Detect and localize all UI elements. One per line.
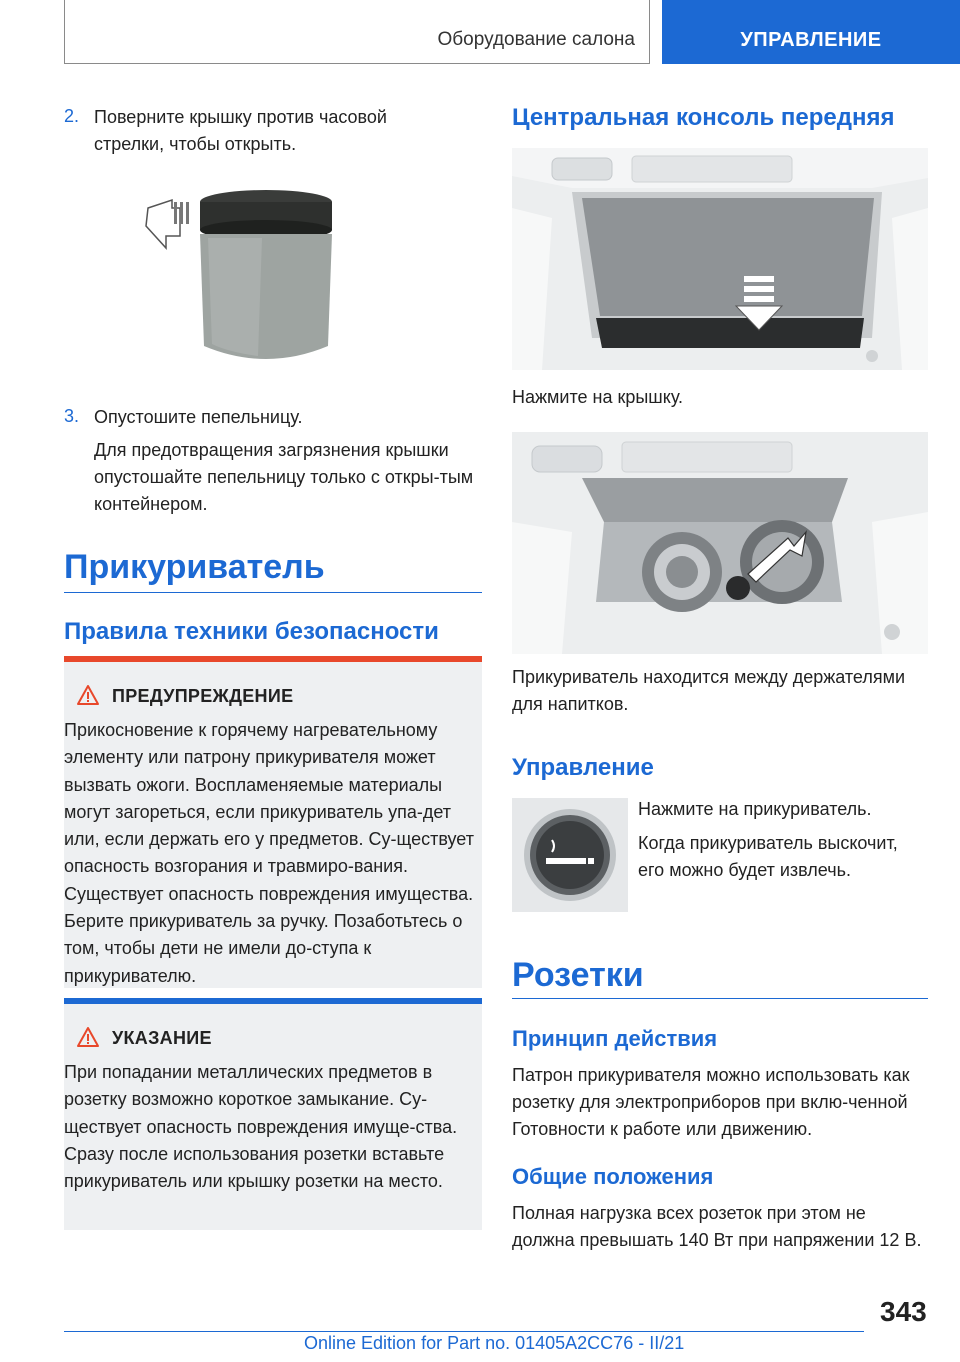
heading-principle: Принцип действия [512, 1026, 718, 1051]
footer-edition: Online Edition for Part no. 01405A2CC76 - II/21 [304, 1333, 685, 1353]
lighter-button-image [512, 798, 628, 912]
heading-control: Управление [512, 754, 654, 781]
caption-lighter-location: Прикуриватель находится между держателями для напитков. [512, 667, 906, 714]
heading-safety: Правила техники безопасности [64, 618, 439, 645]
general-text: Полная нагрузка всех розеток при этом не должна превышать 140 Вт при напряжении 12 В. [512, 1203, 922, 1250]
heading-rule-sockets [512, 998, 928, 999]
heading-lighter: Прикуриватель [64, 548, 325, 586]
step-2-number: 2. [64, 106, 80, 126]
caption-press-lid: Нажмите на крышку. [512, 387, 684, 407]
control-step-1: Нажмите на прикуриватель. [638, 799, 872, 819]
notice-triangle-icon [76, 1026, 100, 1048]
warning-text: Прикосновение к горячему нагревательному элементу или патрону прикуривателя может вызвать ожоги. Воспламеняемые материалы могут загореться, если прикуриватель упа-дет или, если держать его у предметов. Су-ществует опасность возгорания и травмиро-вания. Существует опасность повреждения имущества. Берите прикуриватель за ручку. Позаботьтесь о том, чтобы дети не имели до-ступа к прикуривателю. [64, 720, 474, 986]
warning-triangle-icon [76, 684, 100, 706]
console-lid-photo [512, 148, 928, 370]
step-3-note: Для предотвращения загрязнения крышки опустошайте пепельницу только с откры-тым контейнером. [94, 440, 474, 514]
section-title: Оборудование салона [437, 29, 635, 50]
step-2-text: Поверните крышку против часовой стрелки, чтобы открыть. [94, 107, 387, 154]
heading-console: Центральная консоль передняя [512, 104, 895, 131]
header-section [64, 0, 650, 64]
cupholder-lighter-photo [512, 432, 928, 654]
principle-text: Патрон прикуривателя можно использовать как розетку для электроприборов при вклю-ченной Готовности к работе или движению. [512, 1065, 910, 1139]
heading-general: Общие положения [512, 1164, 714, 1189]
ashtray-illustration [142, 186, 342, 372]
notice-title: УКАЗАНИЕ [112, 1028, 212, 1048]
step-3-number: 3. [64, 406, 80, 426]
notice-text: При попадании металлических предметов в розетку возможно короткое замыкание. Су-ществует опасность повреждения имуще-ства. Сразу после использования розетки вставьте прикуриватель или крышку розетки на место. [64, 1062, 458, 1192]
heading-sockets: Розетки [512, 956, 644, 994]
chapter-title: УПРАВЛЕНИЕ [740, 29, 882, 51]
warning-title: ПРЕДУПРЕЖДЕНИЕ [112, 686, 294, 706]
footer-rule [64, 1331, 864, 1332]
header-chapter[interactable] [662, 0, 960, 64]
step-3-text: Опустошите пепельницу. [94, 407, 303, 427]
control-step-2: Когда прикуриватель выскочит, его можно будет извлечь. [638, 833, 898, 880]
page-number: 343 [880, 1296, 927, 1327]
heading-rule [64, 592, 482, 593]
